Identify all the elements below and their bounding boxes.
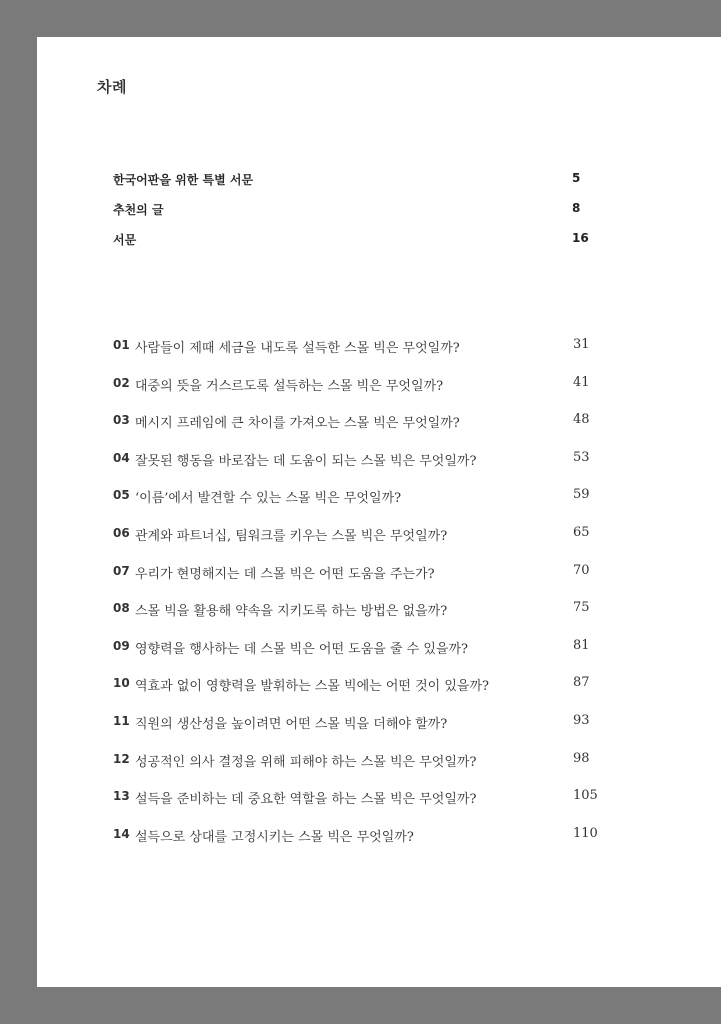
chapter-title: 영향력을 행사하는 데 스몰 빅은 어떤 도움을 줄 수 있을까? <box>135 641 468 657</box>
page-number: 75 <box>573 600 590 616</box>
page-number: 48 <box>573 412 590 428</box>
page-number: 65 <box>573 524 590 540</box>
chapter-item[interactable] <box>113 676 653 714</box>
chapter-number: 12 <box>113 751 130 766</box>
chapter-item[interactable] <box>113 488 653 526</box>
chapter-title: 스몰 빅을 활용해 약속을 지키도록 하는 방법은 없을까? <box>135 604 448 620</box>
chapter-item[interactable] <box>113 526 653 564</box>
chapter-item[interactable] <box>113 827 653 865</box>
page-number: 53 <box>573 449 590 465</box>
chapter-number: 07 <box>113 563 130 578</box>
chapter-list <box>113 338 653 864</box>
page-number: 8 <box>572 201 581 215</box>
page-number: 81 <box>573 637 590 653</box>
chapter-item[interactable] <box>113 639 653 677</box>
chapter-title: 우리가 현명해지는 데 스몰 빅은 어떤 도움을 주는가? <box>135 566 435 582</box>
page-title: 차례 <box>97 78 127 96</box>
page-number: 16 <box>572 231 589 245</box>
chapter-number: 04 <box>113 450 130 465</box>
page-number: 59 <box>573 487 590 503</box>
chapter-item[interactable] <box>113 601 653 639</box>
page-number: 70 <box>573 562 590 578</box>
chapter-item[interactable] <box>113 789 653 827</box>
chapter-number: 03 <box>113 413 130 428</box>
chapter-item[interactable] <box>113 752 653 790</box>
chapter-title: 잘못된 행동을 바로잡는 데 도움이 되는 스몰 빅은 무엇일까? <box>135 453 477 469</box>
chapter-title: 직원의 생산성을 높이려면 어떤 스몰 빅을 더해야 할까? <box>135 716 448 732</box>
chapter-number: 05 <box>113 488 130 503</box>
entry-label: 한국어판을 위한 특별 서문 <box>113 173 254 187</box>
front-matter-list <box>113 171 587 261</box>
front-matter-item[interactable] <box>113 171 587 201</box>
entry-label: 추천의 글 <box>113 203 164 217</box>
toc-page <box>37 37 721 987</box>
chapter-item[interactable] <box>113 714 653 752</box>
chapter-number: 08 <box>113 601 130 616</box>
chapter-title: 설득을 준비하는 데 중요한 역할을 하는 스몰 빅은 무엇일까? <box>135 792 477 808</box>
front-matter-item[interactable] <box>113 231 587 261</box>
front-matter-item[interactable] <box>113 201 587 231</box>
page-number: 5 <box>572 171 581 185</box>
chapter-title: 대중의 뜻을 거스르도록 설득하는 스몰 빅은 무엇일까? <box>135 378 444 394</box>
chapter-title: ‘이름’에서 발견할 수 있는 스몰 빅은 무엇일까? <box>135 491 402 507</box>
chapter-number: 09 <box>113 638 130 653</box>
chapter-item[interactable] <box>113 413 653 451</box>
page-number: 41 <box>573 374 590 390</box>
chapter-number: 06 <box>113 525 130 540</box>
chapter-title: 사람들이 제때 세금을 내도록 설득한 스몰 빅은 무엇일까? <box>135 341 460 356</box>
chapter-title: 관계와 파트너십, 팀워크를 키우는 스몰 빅은 무엇일까? <box>135 528 448 544</box>
page-number: 31 <box>573 337 590 352</box>
chapter-number: 11 <box>113 713 130 728</box>
chapter-item[interactable] <box>113 338 653 376</box>
chapter-number: 14 <box>113 826 130 841</box>
entry-label: 서문 <box>113 233 137 247</box>
chapter-title: 설득으로 상대를 고정시키는 스몰 빅은 무엇일까? <box>135 829 414 845</box>
chapter-item[interactable] <box>113 451 653 489</box>
chapter-title: 메시지 프레임에 큰 차이를 가져오는 스몰 빅은 무엇일까? <box>135 416 460 432</box>
chapter-number: 10 <box>113 676 130 691</box>
chapter-title: 역효과 없이 영향력을 발휘하는 스몰 빅에는 어떤 것이 있을까? <box>135 679 489 695</box>
chapter-number: 13 <box>113 789 130 804</box>
page-number: 105 <box>573 788 598 804</box>
chapter-number: 02 <box>113 375 130 390</box>
chapter-title: 성공적인 의사 결정을 위해 피해야 하는 스몰 빅은 무엇일까? <box>135 754 477 770</box>
chapter-number: 01 <box>113 338 130 352</box>
page-number: 110 <box>573 825 598 841</box>
page-number: 87 <box>573 675 590 691</box>
page-number: 98 <box>573 750 590 766</box>
chapter-item[interactable] <box>113 376 653 414</box>
page-number: 93 <box>573 712 590 728</box>
chapter-item[interactable] <box>113 564 653 602</box>
